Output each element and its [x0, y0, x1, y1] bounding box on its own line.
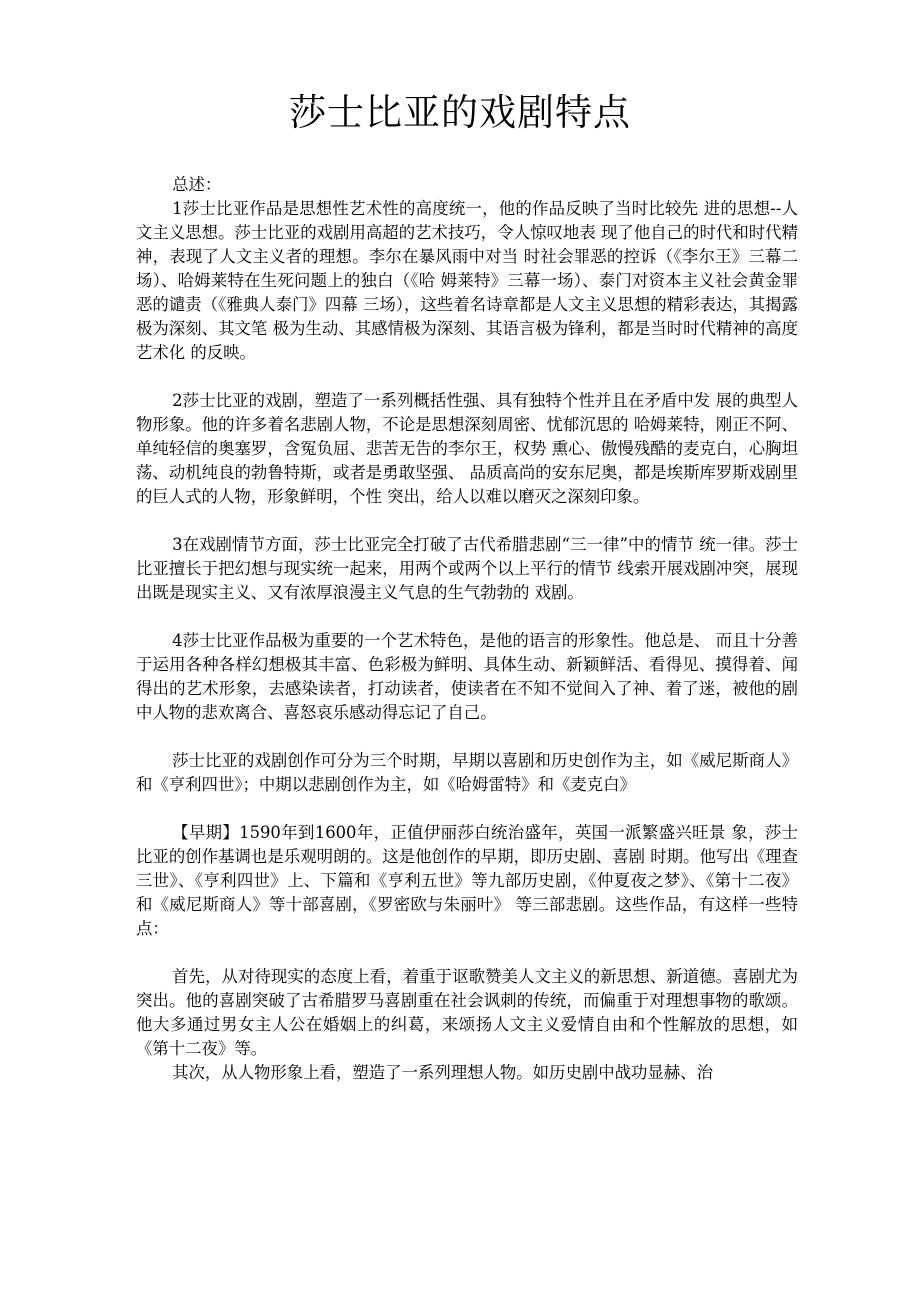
paragraph-first-feature: 首先，从对待现实的态度上看，着重于讴歌赞美人文主义的新思想、新道德。喜剧尤为突出。他的喜剧突破了古希腊罗马喜剧重在社会讽刺的传统，而偏重于对理想事物的歌颂。他大多通过男女主人公在婚姻上的纠葛，来颂扬人文主义爱情自由和个性解放的思想，如《第十二夜》等。 — [136, 967, 798, 1058]
page-title: 莎士比亚的戏剧特点 — [289, 91, 631, 134]
paragraph-early-period: 【早期】1590年到1600年，正值伊丽莎白统治盛年，英国一派繁盛兴旺景 象，莎士比亚的创作基调也是乐观明朗的。这是他创作的早期，即历史剧、喜剧 时期。他写出《理查三世》、《亨利四世》上、下篇和《亨利五世》等九部历史剧，《仲夏夜之梦》、《第十二夜》和《威尼斯商人》等十部喜剧，《罗密欧与朱丽叶》 等三部悲剧。这些作品，有这样一些特点： — [136, 823, 798, 938]
paragraph-periods: 莎士比亚的戏剧创作可分为三个时期，早期以喜剧和历史创作为主，如《威尼斯商人》和《亨利四世》；中期以悲剧创作为主，如《哈姆雷特》和《麦克白》 — [136, 751, 798, 794]
paragraph-point-1: 1莎士比亚作品是思想性艺术性的高度统一，他的作品反映了当时比较先 进的思想--人文主义思想。莎士比亚的戏剧用高超的艺术技巧，令人惊叹地表 现了他自己的时代和时代精神，表现了人文主义者的理想。李尔在暴风雨中对当 时社会罪恶的控诉（《李尔王》三幕二场）、哈姆莱特在生死问题上的独白（《哈 姆莱特》三幕一场）、泰门对资本主义社会黄金罪恶的谴责（《雅典人泰门》四幕 三场），这些着名诗章都是人文主义思想的精彩表达，其揭露极为深刻、其文笔 极为生动、其感情极为深刻、其语言极为锋利，都是当时时代精神的高度艺术化 的反映。 — [136, 199, 798, 362]
paragraph-point-4: 4莎士比亚作品极为重要的一个艺术特色，是他的语言的形象性。他总是、 而且十分善于运用各种各样幻想极其丰富、色彩极为鲜明、具体生动、新颖鲜活、看得见、摸得着、闻得出的艺术形象，去感染读者，打动读者，使读者在不知不觉间入了神、着了迷，被他的剧中人物的悲欢离合、喜怒哀乐感动得忘记了自己。 — [136, 631, 798, 722]
document-body — [136, 173, 798, 1085]
paragraph-point-2: 2莎士比亚的戏剧，塑造了一系列概括性强、具有独特个性并且在矛盾中发 展的典型人物形象。他的许多着名悲剧人物，不论是思想深刻周密、忧郁沉思的 哈姆莱特，刚正不阿、单纯轻信的奥塞罗，含冤负屈、悲苦无告的李尔王，权势 熏心、傲慢残酷的麦克白，心胸坦荡、动机纯良的勃鲁特斯，或者是勇敢坚强、 品质高尚的安东尼奥，都是埃斯库罗斯戏剧里的巨人式的人物，形象鲜明，个性 突出，给人以难以磨灭之深刻印象。 — [136, 391, 798, 506]
paragraph-second-feature: 其次，从人物形象上看，塑造了一系列理想人物。如历史剧中战功显赫、治 — [172, 1063, 713, 1082]
paragraph-overview-heading: 总述： — [172, 175, 222, 194]
paragraph-point-3: 3在戏剧情节方面，莎士比亚完全打破了古代希腊悲剧“三一律”中的情节 统一律。莎士比亚擅长于把幻想与现实统一起来，用两个或两个以上平行的情节 线索开展戏剧冲突，展现出既是现实主义、又有浓厚浪漫主义气息的生气勃勃的 戏剧。 — [136, 535, 798, 602]
